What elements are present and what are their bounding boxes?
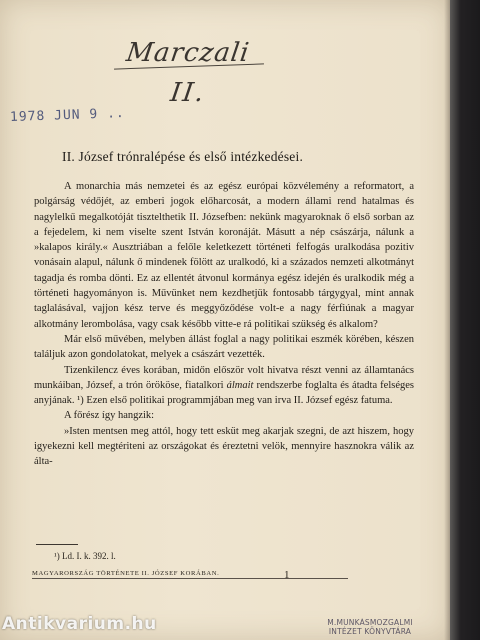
signature-mark: 1 xyxy=(284,569,290,581)
emphasis-word: álmait xyxy=(226,379,254,391)
book-spine xyxy=(450,0,480,640)
watermark: Antikvarium.hu xyxy=(2,614,157,634)
body-text xyxy=(34,179,414,470)
library-stamp-line: INTÉZET KÖNYVTÁRA xyxy=(328,627,412,636)
paragraph: Tizenkilencz éves korában, midőn először volt hivatva részt venni az államtanács munkáiban, József, a trón örököse, fiatalkori álmait rendszerbe foglalta és átadta felséges anyjának. ¹) Ezen első politikai programmjában meg van irva II. József egész fatuma. xyxy=(34,364,415,407)
paragraph: »Isten mentsen meg attól, hogy tett esküt meg akarjak szegni, de azt hiszem, hogy igyekezni kell megtériteni az országokat és éreztetni velök, mennyire hasznokra válik az álta- xyxy=(34,425,414,468)
footnote-rule xyxy=(36,544,78,545)
footnote: ¹) Ld. I. k. 392. l. xyxy=(54,551,116,561)
date-stamp: 1978 JUN 9 .. xyxy=(9,106,125,125)
chapter-title: II. József trónralépése és első intézkedései. xyxy=(62,149,304,164)
paragraph: Már első művében, melyben állást foglal a nagy politikai eszmék körében, készen találjuk azon gondolatokat, melyek a császárt vezették. xyxy=(34,333,414,361)
handwritten-author: Marczali xyxy=(124,38,252,68)
paragraph: A főrész így hangzik: xyxy=(64,410,155,422)
running-footer: MAGYARORSZÁG TÖRTÉNETE II. JÓZSEF KORÁBAN. xyxy=(32,570,348,579)
library-stamp-line: M.MUNKÁSMOZGALMI xyxy=(327,618,413,627)
paragraph: A monarchia más nemzetei és az egész európai közvélemény a reformatort, a polgárság védőjét, az emberi jogok előharcosát, a modern állami rend hatalmas és nagylelkű megalkotóját tisztelthetik II. Józsefben: nekünk magyaroknak ő első sorban az a fejedelem, ki nem viselte szent István koronáját. Másutt a nép császárja, nálunk a »kalapos király.« Ausztriában a felőle keletkezett történeti felfogás uralkodása pozitiv vonásain alapul, nálunk ő mindenek fölött az uralkodó, ki a százados nemzeti alkotmányt tagadja és romba dönti. Ez az ellentét átvonul kormánya egész idején és uralkodik még a történeti hagyományon is. Művünket nem kezdhetjük fontosabb tárgygyal, mint annak taglalásával, vajjon kész terve és meggyőződése volt-e a nagy férfiúnak a magyar alkotmány lerombolása, vagy csak később vitte-e rá politikai szükség és alkalom? xyxy=(34,181,414,330)
handwritten-volume: II. xyxy=(168,78,208,108)
library-stamp xyxy=(305,618,435,636)
